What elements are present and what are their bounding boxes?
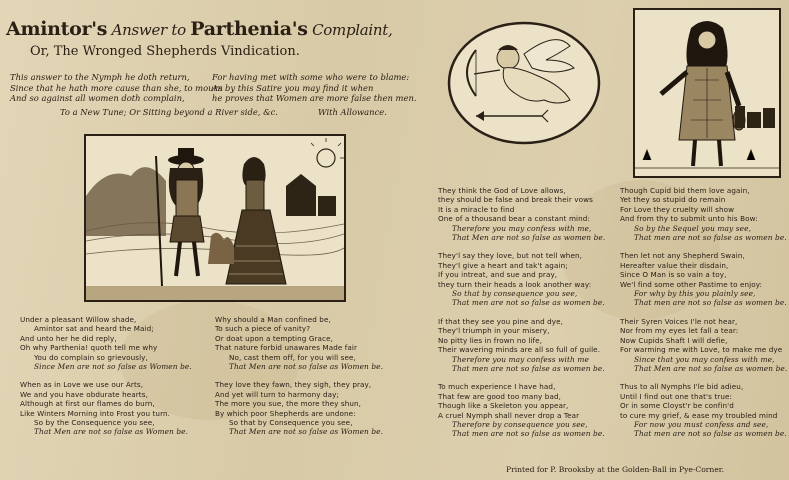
verse-line: Now Cupids Shaft I will defie,: [620, 335, 728, 345]
verse-line: We'l find some other Pastime to enjoy:: [620, 279, 763, 289]
stanza: [438, 317, 605, 373]
verse-line: Or in some Cloyst'r be confin'd: [620, 401, 734, 411]
verse-refrain: So by the Sequel you may see,: [634, 223, 752, 233]
ballad-title: [6, 18, 426, 40]
title-part-4: Complaint,: [307, 21, 393, 39]
woodcut-cupid: [446, 20, 602, 146]
verse-refrain: For why by this you plainly see,: [634, 289, 756, 299]
stanza: [620, 186, 787, 242]
verse-line: No, cast them off, for you will see,: [229, 352, 356, 362]
verse-line: We and you have obdurate hearts,: [20, 389, 148, 399]
verse-line: Since O Man is so vain a toy,: [620, 270, 727, 280]
verse-refrain: That Men are not so false as Women be.: [34, 427, 189, 437]
intro-line: he proves that Women are more false then men.: [212, 93, 417, 103]
intro-line: Since that he hath more cause than she, to mourn: [10, 82, 223, 93]
verse-refrain: That men are not so false as women be.: [634, 233, 787, 243]
verse-line: Although at first our flames do burn,: [20, 399, 155, 409]
intro-line: This answer to the Nymph he doth return,: [10, 72, 190, 82]
verse-line: to cure my grief, & ease my troubled mind: [620, 410, 778, 420]
title-part-3: Parthenia's: [190, 18, 308, 40]
stanza: [620, 382, 787, 438]
verse-line: And from thy to submit unto his Bow:: [620, 214, 758, 224]
verse-line: One of a thousand bear a constant mind:: [438, 214, 590, 224]
verse-line: And unto her he did reply,: [20, 333, 117, 343]
verse-refrain: That men are not so false as women be.: [452, 298, 605, 308]
verse-line: Why should a Man confined be,: [215, 315, 331, 324]
verse-line: They love they fawn, they sigh, they pray,: [215, 380, 372, 390]
verse-line: They'l triumph in your misery,: [438, 326, 550, 336]
verse-line: It is a miracle to find: [438, 204, 515, 214]
verse-column-1: [20, 315, 192, 446]
intro-left: [10, 72, 223, 104]
verse-line: They think the God of Love allows,: [438, 186, 566, 195]
verse-line: Nor from my eyes let fall a tear:: [620, 326, 739, 336]
verse-refrain: Therefore you may confess with me,: [452, 223, 592, 233]
verse-line: That nature forbid unawares Made fair: [215, 343, 358, 353]
verse-line: When as in Love we use our Arts,: [20, 380, 144, 390]
imprint: Printed for P. Brooksby at the Golden-Ball in Pye-Corner.: [506, 465, 725, 474]
verse-refrain: That men are not so false as women be.: [634, 429, 787, 439]
verse-line: The more you sue, the more they shun,: [215, 399, 362, 409]
verse-refrain: Since that you may confess with me,: [634, 354, 775, 364]
verse-refrain: Therefore by consequence you see,: [452, 419, 588, 429]
intro-line: And so against all women doth complain,: [10, 93, 185, 103]
verse-line: Then let not any Shepherd Swain,: [620, 251, 745, 261]
stanza: [438, 186, 605, 242]
verse-line: Thus to all Nymphs I'le bid adieu,: [620, 382, 744, 392]
intro-line: As by this Satire you may find it when: [212, 82, 374, 93]
verse-line: Oh why Parthenia! quoth tell me why: [20, 343, 158, 353]
stanza: [215, 315, 383, 371]
woodcut-gentleman: [633, 8, 781, 178]
verse-line: They'l give a heart and tak't again;: [438, 260, 568, 270]
verse-line: A cruel Nymph shall never drop a Tear: [438, 410, 580, 420]
stanza: [438, 382, 605, 438]
verse-line: So by the Consequence you see,: [34, 418, 155, 428]
verse-refrain: That Men are not so false as Women be.: [229, 362, 384, 372]
verse-line: To much experience I have had,: [438, 382, 556, 392]
verse-refrain: That men are not so false as women be.: [634, 298, 787, 308]
verse-refrain: That Men are not so false as Women be.: [229, 427, 384, 437]
verse-line: Though Cupid bid them love again,: [620, 186, 750, 195]
verse-column-2: [215, 315, 383, 446]
verse-line: Or doat upon a tempting Grace,: [215, 333, 334, 343]
verse-line: Though like a Skeleton you appear,: [438, 401, 569, 411]
verse-line: Their wavering minds are all so full of guile.: [438, 345, 601, 355]
verse-column-3: [438, 186, 605, 448]
verse-line: Amintor sat and heard the Maid;: [34, 324, 154, 334]
tune-line: To a New Tune; Or Sitting beyond a River side, &c.: [60, 107, 278, 117]
verse-line: For Love they cruelty will show: [620, 204, 735, 214]
stanza: [215, 380, 383, 436]
verse-line: Their Syren Voices I'le not hear,: [620, 316, 738, 326]
gentleman-illustration: [635, 10, 779, 176]
verse-line: Until I find out one that's true:: [620, 391, 733, 401]
intro-right: [212, 72, 417, 104]
stanza: [620, 317, 787, 373]
verse-refrain: That men are not so false as women be.: [452, 363, 605, 373]
stanza: [20, 315, 192, 371]
verse-line: And yet will turn to harmony day;: [215, 389, 340, 399]
verse-line: If you intreat, and sue and pray,: [438, 270, 558, 280]
verse-line: No pitty lies in frown no life,: [438, 335, 543, 345]
ballad-subtitle: Or, The Wronged Shepherds Vindication.: [30, 44, 300, 59]
verse-refrain: That Men are not so false as women be.: [452, 233, 606, 243]
verse-line: So that by Consequence you see,: [229, 418, 353, 428]
allowance-line: With Allowance.: [318, 107, 387, 117]
cupid-illustration: [446, 20, 602, 146]
woodcut-shepherd-couple: [84, 134, 346, 302]
verse-refrain: Since Men are not so false as Women be.: [34, 362, 192, 372]
title-part-2: Answer to: [107, 21, 191, 39]
verse-line: Yet they so stupid do remain: [620, 195, 726, 205]
verse-line: You do complain so grievously,: [34, 352, 148, 362]
couple-illustration: [86, 136, 344, 300]
stanza: [438, 251, 605, 307]
verse-line: If that they see you pine and dye,: [438, 316, 564, 326]
verse-line: Under a pleasant Willow shade,: [20, 315, 137, 324]
verse-line: they should be false and break their vows: [438, 195, 593, 205]
verse-line: Like Winters Morning into Frost you turn.: [20, 408, 171, 418]
verse-refrain: For now you must confess and see,: [634, 419, 769, 429]
verse-line: For warming me with Love, to make me dye: [620, 345, 783, 355]
verse-line: By which poor Shepherds are undone:: [215, 408, 356, 418]
stanza: [620, 251, 787, 307]
title-part-1: Amintor's: [6, 18, 108, 40]
verse-column-4: [620, 186, 787, 448]
stanza: [20, 380, 192, 436]
verse-refrain: That men are not so false as women be.: [452, 429, 605, 439]
verse-line: they turn their heads a look another way:: [438, 279, 592, 289]
verse-line: Hereafter value their disdain,: [620, 260, 729, 270]
intro-line: For having met with some who were to blame:: [212, 72, 410, 82]
verse-line: To such a piece of vanity?: [215, 324, 311, 334]
verse-refrain: That Men are not so false as women be.: [634, 363, 788, 373]
verse-refrain: Therefore you may confess with me: [452, 354, 589, 364]
verse-refrain: So that by consequence you see,: [452, 289, 578, 299]
verse-line: They'l say they love, but not tell when,: [438, 251, 583, 261]
verse-line: That few are good too many bad,: [438, 391, 561, 401]
